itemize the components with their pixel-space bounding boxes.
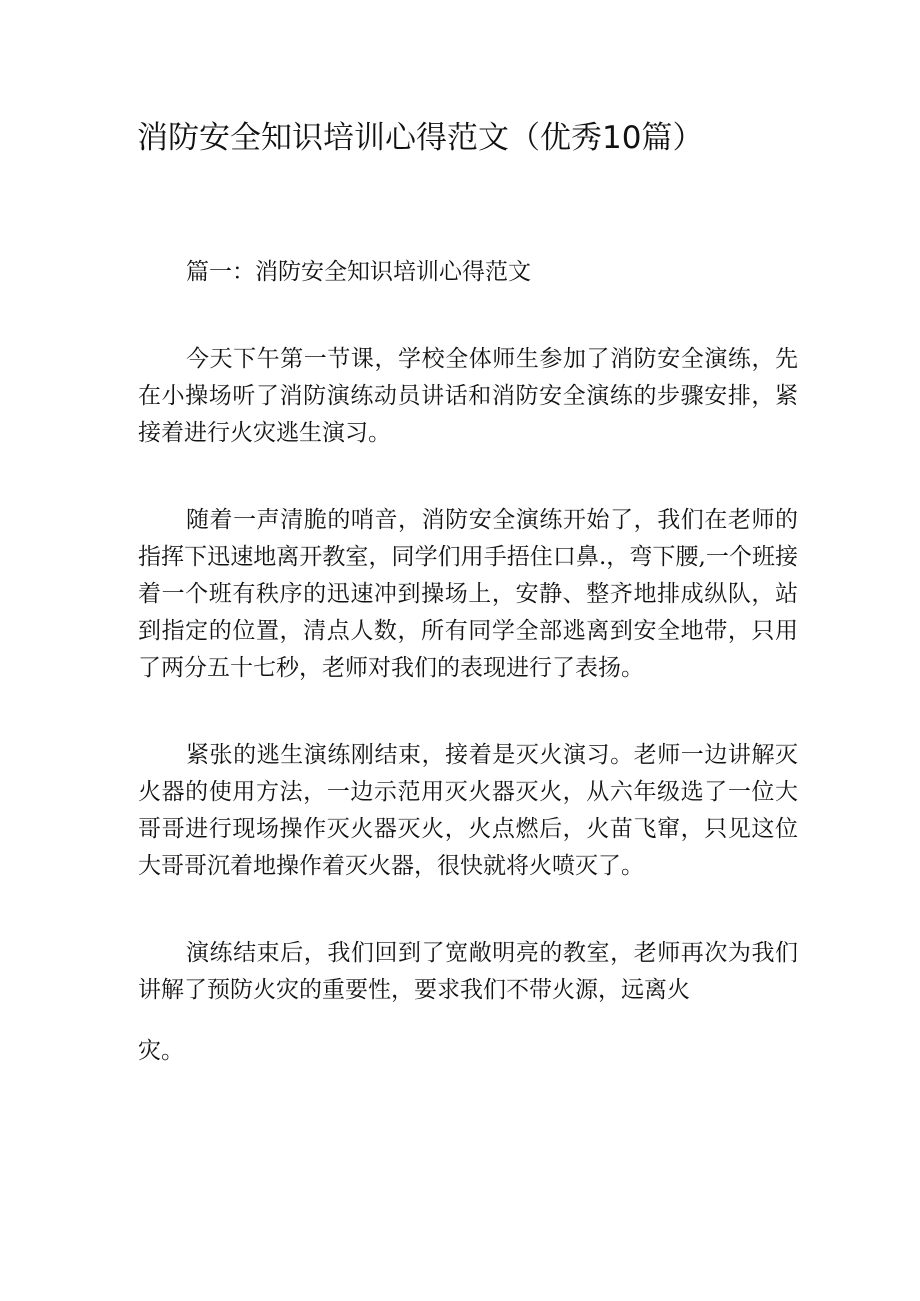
paragraph-2: 随着一声清脆的哨音，消防安全演练开始了，我们在老师的指挥下迅速地离开教室，同学们用手捂住口鼻.，弯下腰,一个班接着一个班有秩序的迅速冲到操场上，安静、整齐地排成纵队，站到指定的位置，清点人数，所有同学全部逃离到安全地带，只用了两分五十七秒，老师对我们的表现进行了表扬。 — [138, 507, 798, 681]
paragraph-3: 紧张的逃生演练刚结束，接着是灭火演习。老师一边讲解灭火器的使用方法，一边示范用灭火器灭火，从六年级选了一位大哥哥进行现场操作灭火器灭火，火点燃后，火苗飞窜，只见这位大哥哥沉着地操作着灭火器，很快就将火喷灭了。 — [138, 742, 798, 879]
paragraph-4: 演练结束后，我们回到了宽敞明亮的教室，老师再次为我们讲解了预防火灾的重要性，要求我们不带火源，远离火 — [138, 940, 798, 1003]
chapter-heading: 篇一：消防安全知识培训心得范文 — [186, 259, 531, 285]
document-title: 消防安全知识培训心得范文（优秀10篇） — [137, 120, 704, 156]
paragraph-continuation: 灾。 — [138, 1038, 184, 1064]
paragraph-1: 今天下午第一节课，学校全体师生参加了消防安全演练，先在小操场听了消防演练动员讲话和消防安全演练的步骤安排，紧接着进行火灾逃生演习。 — [138, 346, 798, 446]
document-content — [138, 254, 798, 1070]
